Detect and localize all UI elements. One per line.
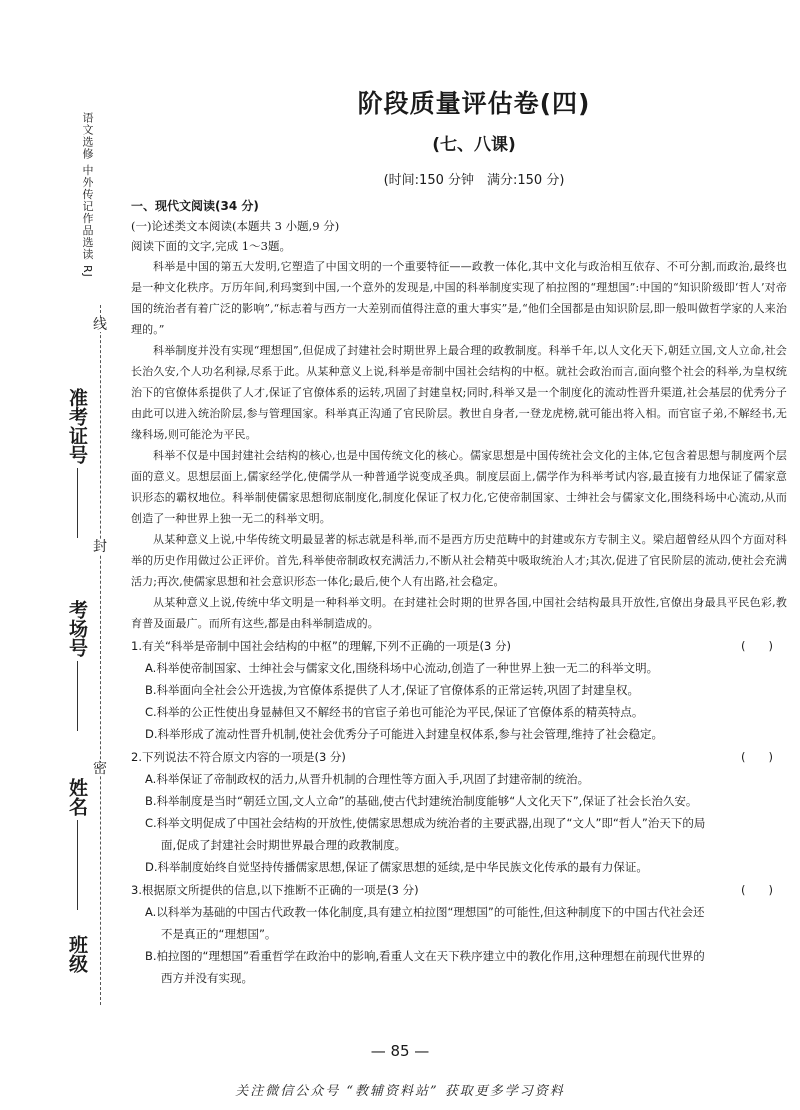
field-name-line[interactable] — [77, 820, 78, 910]
field-exam-room — [64, 600, 91, 731]
binding-strip — [0, 0, 118, 1110]
question-1-option-c: C.科举的公正性使出身显赫但又不解经书的官宦子弟也可能沦为平民,保证了官僚体系的精英特点。 — [145, 705, 644, 719]
question-2-option-b: B.科举制度是当时“朝廷立国,文人立命”的基础,使古代封建统治制度能够“人文化天下”,保证了社会长治久安。 — [145, 794, 698, 808]
field-exam-number — [64, 388, 91, 538]
passage-paragraph-4: 从某种意义上说,中华传统文明最显著的标志就是科举,而不是西方历史范畴中的封建或东方专制主义。梁启超曾经从四个方面对科举的历史作用做过公正评价。首先,科举使帝制政权充满活力,不断从社会精英中吸取统治人才;其次,促进了官民阶层的流动,使社会充满活力;再次,使儒家思想和社会意识形态一体化;最后,使个人有出路,社会稳定。 — [131, 533, 787, 588]
question-1-option-b: B.科举面向全社会公开选拔,为官僚体系提供了人才,保证了官僚体系的正常运转,巩固了封建皇权。 — [145, 683, 640, 697]
question-2-option-c: C.科举文明促成了中国社会结构的开放性,使儒家思想成为统治者的主要武器,出现了“文人”即“哲人”治天下的局 面,促成了封建社会时期世界最合理的政教制度。 — [131, 812, 787, 856]
question-2-option-a: A.科举保证了帝制政权的活力,从晋升机制的合理性等方面入手,巩固了封建帝制的统治。 — [145, 772, 590, 786]
section-heading: 一、现代文阅读(34 分) — [131, 199, 259, 213]
field-exam-number-line[interactable] — [77, 468, 78, 538]
field-class-label: 班级 — [66, 935, 88, 973]
field-name-label: 姓名 — [66, 778, 88, 816]
question-3-answer-box[interactable]: ( ) — [741, 883, 773, 897]
question-3 — [131, 879, 787, 901]
question-1 — [131, 635, 787, 657]
cut-char-xian: 线 — [93, 317, 107, 333]
question-1-option-d: D.科举形成了流动性晋升机制,使社会优秀分子可能进入封建皇权体系,参与社会管理,维持了社会稳定。 — [145, 727, 663, 741]
question-2-option-c-continued: 面,促成了封建社会时期世界最合理的政教制度。 — [161, 838, 407, 852]
passage-paragraph-5: 从某种意义上说,传统中华文明是一种科举文明。在封建社会时期的世界各国,中国社会结构最具开放性,官僚出身最具平民色彩,教育普及面最广。而所有这些,都是由科举制造成的。 — [131, 596, 787, 630]
field-exam-room-label: 考场号 — [66, 600, 88, 657]
question-2 — [131, 746, 787, 768]
question-3-option-b-continued: 西方并没有实现。 — [161, 971, 253, 985]
exam-title: 阶段质量评估卷(四) — [357, 89, 591, 118]
time-info: (时间:150 分钟 满分:150 分) — [383, 173, 565, 188]
field-name — [64, 778, 91, 910]
exam-subtitle: (七、八课) — [432, 135, 516, 155]
passage-paragraph-3: 科举不仅是中国封建社会结构的核心,也是中国传统文化的核心。儒家思想是中国传统社会文化的主体,它包含着思想与制度两个层面的意义。思想层面上,儒家经学化,使儒学从一种普通学说变成圣典。制度层面上,儒学作为科举考试内容,最直接有力地保证了儒家意识形态的霸权地位。科举制使儒家思想彻底制度化,制度化保证了权力化,它使帝制国家、士绅社会与儒家文化,围绕科场中心流动,从而创造了一种世界上独一无二的科举文明。 — [131, 449, 787, 525]
question-1-answer-box[interactable]: ( ) — [741, 639, 773, 653]
passage-paragraph-2: 科举制度并没有实现“理想国”,但促成了封建社会时期世界上最合理的政教制度。科举千年,以人文化天下,朝廷立国,文人立命,社会长治久安,个人功名利禄,尽系于此。从某种意义上说,科举是帝制中国社会结构的中枢。就社会政治而言,面向整个社会的科举,为皇权统治下的官僚体系提供了人才,保证了官僚体系的运转,巩固了封建皇权;同时,科举又是一个制度化的流动性晋升渠道,社会基层的优秀分子由此可以进入统治阶层,参与管理国家。科举真正沟通了官民阶层。教世自身者,一登龙虎榜,就可能出将入相。而官宦子弟,不解经书,无缘科场,则可能沦为平民。 — [131, 344, 787, 441]
question-2-answer-box[interactable]: ( ) — [741, 750, 773, 764]
cut-line — [100, 305, 101, 1005]
question-3-option-a-continued: 不是真正的“理想国”。 — [161, 927, 277, 941]
sub-heading: (一)论述类文本阅读(本题共 3 小题,9 分) — [131, 219, 340, 233]
exam-content — [131, 84, 787, 989]
cut-char-feng: 封 — [93, 539, 107, 555]
question-3-option-b: B.柏拉图的“理想国”看重哲学在政治中的影响,看重人文在天下秩序建立中的教化作用,这种理想在前现代世界的 西方并没有实现。 — [131, 945, 787, 989]
field-exam-room-line[interactable] — [77, 661, 78, 731]
question-2-option-d: D.科举制度始终自觉坚持传播儒家思想,保证了儒家思想的延续,是中华民族文化传承的最有力保证。 — [145, 860, 648, 874]
series-label: 语文选修 中外传记作品选读 RJ — [81, 112, 94, 278]
field-exam-number-label: 准考证号 — [66, 388, 88, 464]
footer-note: 关注微信公众号 “教辅资料站” 获取更多学习资料 — [235, 1084, 565, 1099]
passage-paragraph-1: 科举是中国的第五大发明,它塑造了中国文明的一个重要特征——政教一体化,其中文化与政治相互依存、不可分割,而政治,最终也是一种文化秩序。万历年间,利玛窦到中国,一个意外的发现是,中国的科举制度实现了柏拉图的“理想国”:中国的“知识阶级即‘哲人’对帝国的统治者有着广泛的影响”,“标志着与西方一大差别而值得注意的重大事实”是,“他们全国都是由知识阶层,即一般叫做哲学家的人来治理的。” — [131, 260, 787, 336]
question-3-stem: 3.根据原文所提供的信息,以下推断不正确的一项是(3 分) — [131, 883, 419, 897]
field-class — [64, 935, 91, 973]
instruction: 阅读下面的文字,完成 1～3题。 — [131, 239, 291, 253]
cut-char-mi: 密 — [93, 761, 107, 777]
question-1-stem: 1.有关“科举是帝制中国社会结构的中枢”的理解,下列不正确的一项是(3 分) — [131, 639, 511, 653]
page-number: — 85 — — [370, 1042, 430, 1060]
question-1-option-a: A.科举使帝制国家、士绅社会与儒家文化,围绕科场中心流动,创造了一种世界上独一无二的科举文明。 — [145, 661, 659, 675]
question-2-stem: 2.下列说法不符合原文内容的一项是(3 分) — [131, 750, 346, 764]
question-3-option-a: A.以科举为基础的中国古代政教一体化制度,具有建立柏拉图“理想国”的可能性,但这种制度下的中国古代社会还 不是真正的“理想国”。 — [131, 901, 787, 945]
